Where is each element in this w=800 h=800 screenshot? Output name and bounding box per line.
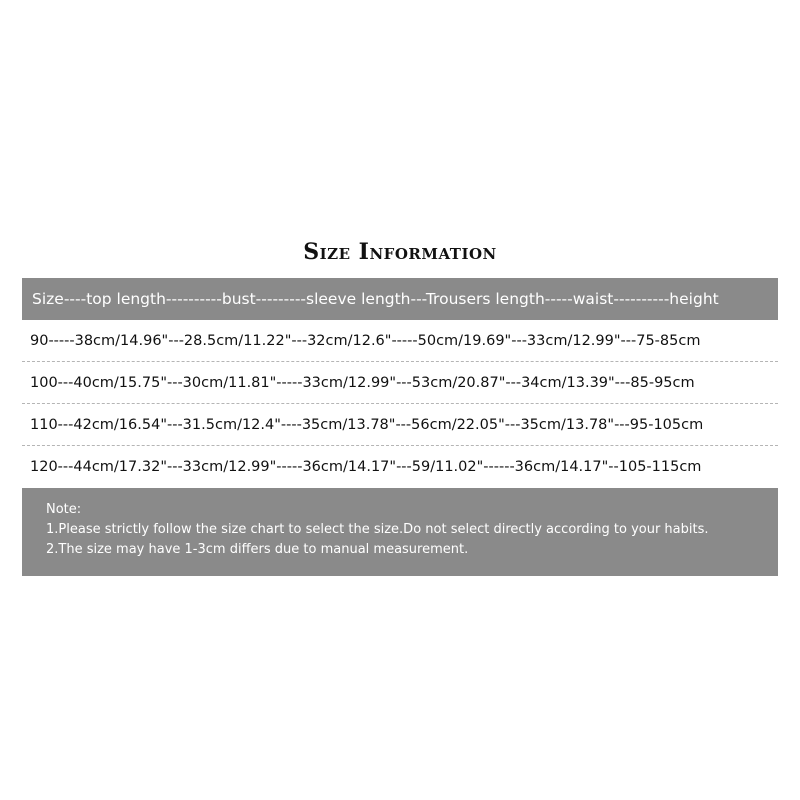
table-row: 110---42cm/16.54"---31.5cm/12.4"----35cm/13.78"---56cm/22.05"---35cm/13.78"---95-105cm — [22, 404, 778, 446]
size-table-body — [22, 320, 778, 488]
table-row: 90-----38cm/14.96"---28.5cm/11.22"---32cm/12.6"-----50cm/19.69"---33cm/12.99"---75-85cm — [22, 320, 778, 362]
table-row: 120---44cm/17.32"---33cm/12.99"-----36cm/14.17"---59/11.02"------36cm/14.17"--105-115cm — [30, 459, 702, 475]
note-line: 2.The size may have 1-3cm differs due to manual measurement. — [46, 542, 469, 557]
table-row: 100---40cm/15.75"---30cm/11.81"-----33cm/12.99"---53cm/20.87"---34cm/13.39"---85-95cm — [22, 362, 778, 404]
note-heading: Note: — [46, 502, 82, 517]
note-box — [22, 488, 778, 576]
page-title: Size Information — [303, 239, 497, 265]
size-table-header: Size----top length----------bust---------sleeve length---Trousers length-----waist----------height — [22, 278, 778, 320]
note-line: 1.Please strictly follow the size chart to select the size.Do not select directly according to your habits. — [46, 522, 709, 537]
